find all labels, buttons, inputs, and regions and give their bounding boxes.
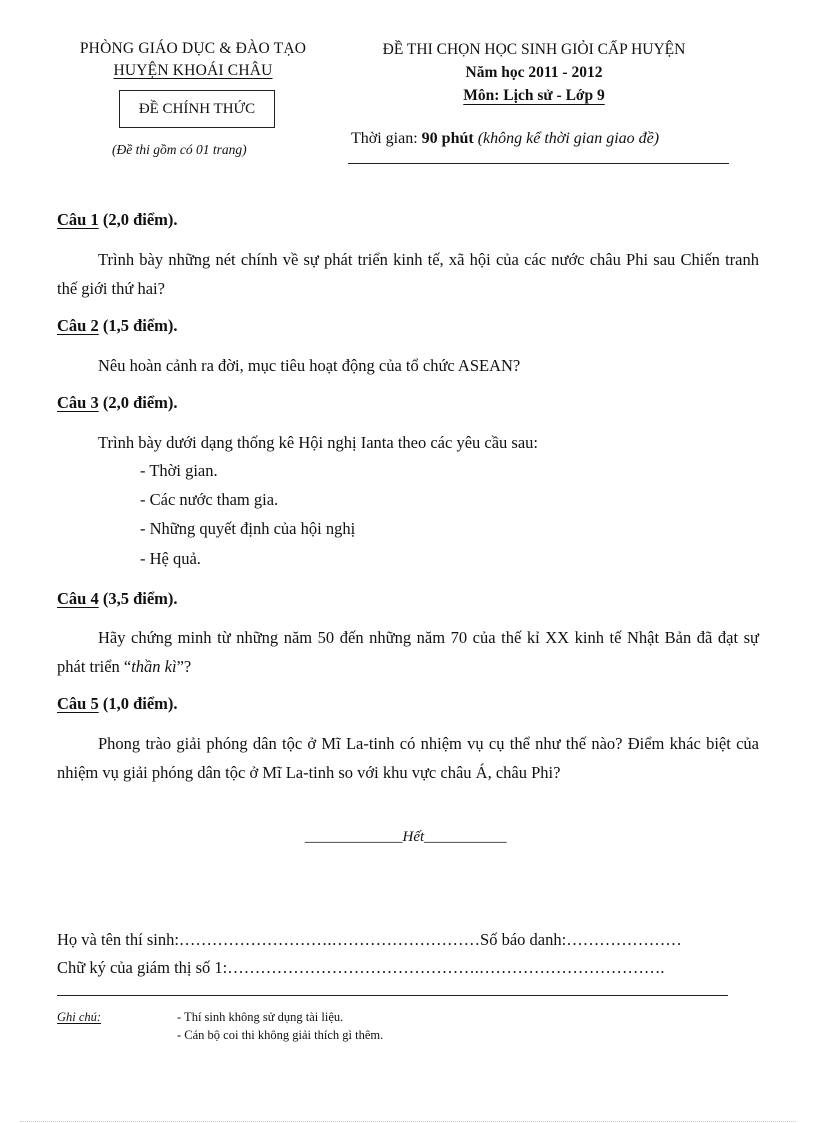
candidate-name-line: Họ và tên thí sinh:……………………….………………………Số báo danh:………………… xyxy=(57,930,682,949)
pages-note: (Đề thi gồm có 01 trang) xyxy=(112,142,247,157)
time-line xyxy=(351,130,659,148)
school-year: Năm học 2011 - 2012 xyxy=(465,64,603,81)
question-number: Câu 3 xyxy=(57,393,99,412)
question-3-title xyxy=(57,393,178,413)
time-value: 90 phút xyxy=(421,130,474,147)
ministry-name: PHÒNG GIÁO DỤC & ĐÀO TẠO xyxy=(79,40,307,57)
official-exam-box xyxy=(119,90,275,128)
list-item: - Những quyết định của hội nghị xyxy=(140,519,356,538)
end-dashes-right: ___________ xyxy=(424,829,507,845)
list-item: - Hệ quả. xyxy=(140,549,201,568)
question-4-text-main: Hãy chứng minh từ những năm 50 đến những năm 70 của thế kỉ XX kinh tế Nhật Bản đã đạt sự phát triển “ xyxy=(57,628,759,676)
question-points: (1,5 điểm). xyxy=(102,316,178,335)
question-points: (2,0 điểm). xyxy=(102,210,178,229)
footer-divider xyxy=(57,995,728,996)
list-item: - Thời gian. xyxy=(140,461,218,480)
question-2-text: Nêu hoàn cảnh ra đời, mục tiêu hoạt động của tổ chức ASEAN? xyxy=(98,356,521,375)
question-points: (2,0 điểm). xyxy=(102,393,178,412)
question-points: (3,5 điểm). xyxy=(102,589,178,608)
question-5-title xyxy=(57,694,178,714)
header-divider xyxy=(348,163,729,164)
question-4-text xyxy=(57,623,759,681)
list-item: - Các nước tham gia. xyxy=(140,490,279,509)
time-label: Thời gian: xyxy=(351,130,418,147)
question-4-emphasis: thần kì xyxy=(131,657,177,676)
question-number: Câu 4 xyxy=(57,589,99,608)
question-points: (1,0 điểm). xyxy=(102,694,178,713)
question-number: Câu 1 xyxy=(57,210,99,229)
end-dashes-left: _____________ xyxy=(305,829,403,845)
exam-header xyxy=(351,38,717,107)
exam-title: ĐỀ THI CHỌN HỌC SINH GIỎI CẤP HUYỆN xyxy=(382,41,686,58)
question-4-text-end: ”? xyxy=(176,657,192,676)
question-5-text: Phong trào giải phóng dân tộc ở Mĩ La-tinh có nhiệm vụ cụ thể như thế nào? Điểm khác biệt của nhiệm vụ giải phóng dân tộc ở Mĩ La-tinh so với khu vực châu Á, châu Phi? xyxy=(57,734,759,782)
question-4-title xyxy=(57,589,178,609)
ministry-block xyxy=(62,38,324,82)
district-name: HUYỆN KHOÁI CHÂU xyxy=(113,62,273,79)
end-word: Hết xyxy=(402,829,425,845)
subject: Môn: Lịch sử - Lớp 9 xyxy=(463,87,605,104)
question-2-title xyxy=(57,316,178,336)
note-item: - Cán bộ coi thi không giải thích gì thêm. xyxy=(177,1028,384,1042)
question-number: Câu 2 xyxy=(57,316,99,335)
signature-line: Chữ ký của giám thị số 1:……………………………………….……………………………. xyxy=(57,958,665,977)
page-bottom-border xyxy=(20,1121,796,1122)
question-3-text: Trình bày dưới dạng thống kê Hội nghị Ianta theo các yêu cầu sau: xyxy=(98,433,538,452)
notes-label: Ghi chú: xyxy=(57,1010,102,1024)
note-item: - Thí sinh không sử dụng tài liệu. xyxy=(177,1010,344,1024)
question-1-text: Trình bày những nét chính về sự phát triển kinh tế, xã hội của các nước châu Phi sau Chiến tranh thế giới thứ hai? xyxy=(57,250,759,298)
question-1-title xyxy=(57,210,178,230)
end-marker xyxy=(305,829,507,846)
official-label: ĐỀ CHÍNH THỨC xyxy=(138,100,256,117)
time-note: (không kể thời gian giao đề) xyxy=(477,130,660,147)
question-number: Câu 5 xyxy=(57,694,99,713)
